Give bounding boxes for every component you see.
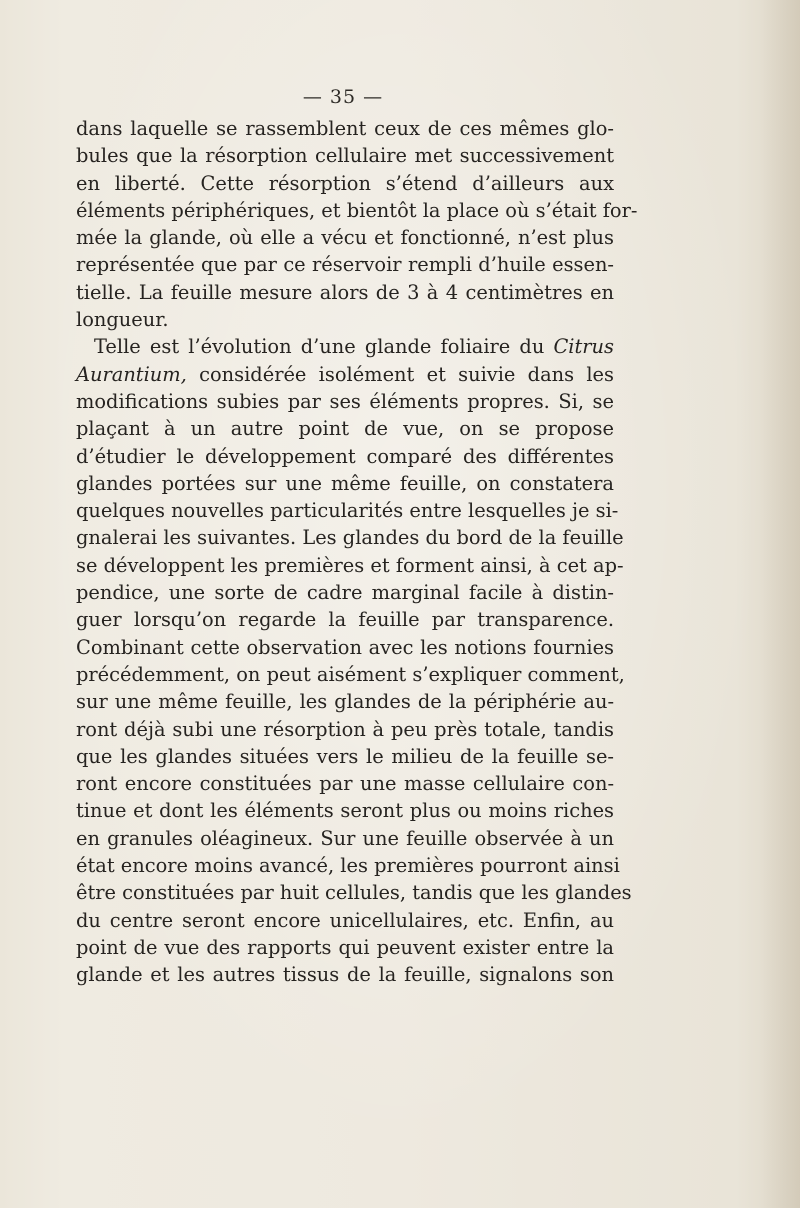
text-line: quelques nouvelles particularités entre lesquelles je si-	[76, 499, 619, 523]
text-line: mée la glande, où elle a vécu et fonctionné, n’est plus	[76, 226, 614, 250]
text-line: se développent les premières et forment ainsi, à cet ap-	[76, 553, 624, 577]
species-name-epithet: Aurantium,	[76, 362, 187, 386]
text-line	[76, 361, 614, 388]
text-line: modifications subies par ses éléments propres. Si, se	[76, 389, 614, 413]
text-line: glande et les autres tissus de la feuille, signalons son	[76, 963, 614, 987]
text-line: plaçant à un autre point de vue, on se propose	[76, 417, 614, 441]
text-line: bules que la résorption cellulaire met successivement	[76, 144, 614, 168]
text-line: glandes portées sur une même feuille, on constatera	[76, 471, 614, 495]
text-line: tielle. La feuille mesure alors de 3 à 4 centimètres en	[76, 280, 614, 304]
body-text	[76, 115, 638, 989]
text-line: du centre seront encore unicellulaires, etc. Enfin, au	[76, 908, 614, 932]
text-line: état encore moins avancé, les premières pourront ainsi	[76, 854, 620, 878]
text-line: guer lorsqu’on regarde la feuille par transparence.	[76, 608, 614, 632]
text-line: Combinant cette observation avec les notions fournies	[76, 635, 614, 659]
text-line: représentée que par ce réservoir rempli d’huile essen-	[76, 253, 614, 277]
text-line: dans laquelle se rassemblent ceux de ces mêmes glo-	[76, 117, 614, 140]
text-line: précédemment, on peut aisément s’expliquer comment,	[76, 662, 625, 686]
text-line: gnalerai les suivantes. Les glandes du bord de la feuille	[76, 526, 624, 550]
text-line: ront encore constituées par une masse cellulaire con-	[76, 772, 614, 796]
text-line: sur une même feuille, les glandes de la périphérie au-	[76, 690, 614, 714]
text-line	[76, 333, 614, 360]
text-span: Telle est l’évolution d’une glande foliaire du	[94, 335, 545, 359]
text-line: être constituées par huit cellules, tandis que les glandes	[76, 881, 632, 905]
text-line: point de vue des rapports qui peuvent exister entre la	[76, 935, 614, 959]
species-name-genus: Citrus	[553, 335, 614, 359]
text-line: pendice, une sorte de cadre marginal facile à distin-	[76, 581, 614, 605]
text-span: considérée isolément et suivie dans les	[199, 362, 614, 386]
text-line: en granules oléagineux. Sur une feuille observée à un	[76, 826, 614, 850]
text-line: éléments périphériques, et bientôt la place où s’était for-	[76, 198, 638, 222]
text-line: longueur.	[76, 308, 169, 332]
text-line: que les glandes situées vers le milieu de la feuille se-	[76, 744, 614, 768]
text-line: tinue et dont les éléments seront plus ou moins riches	[76, 799, 614, 823]
text-line: d’étudier le développement comparé des différentes	[76, 444, 614, 468]
text-line: ront déjà subi une résorption à peu près totale, tandis	[76, 717, 614, 741]
page-number: — 35 —	[302, 86, 384, 108]
text-line: en liberté. Cette résorption s’étend d’ailleurs aux	[76, 171, 614, 195]
